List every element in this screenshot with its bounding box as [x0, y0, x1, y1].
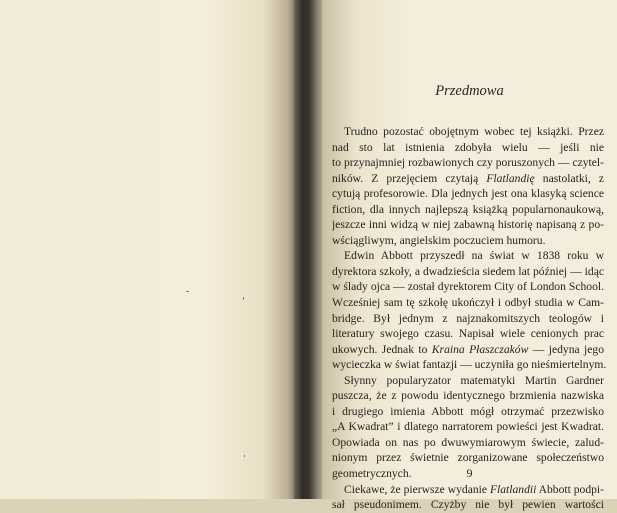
- text-line: wściągliwym, angielskim poczuciem humoru.: [332, 233, 546, 247]
- text-line: cytują profesorowie. Dla jednych jest ona klasyką science: [332, 187, 604, 201]
- text-line: „A Kwadrat” i dlatego narratorem powieści jest Kwadrat.: [332, 420, 604, 434]
- left-page: [0, 0, 300, 499]
- italic-title: Flatlandię: [486, 171, 535, 185]
- text-line: nad sto lat istnienia zdobyła wielu — jeśli nie: [332, 140, 604, 154]
- text-line: i drugiego imienia Abbott mógł otrzymać przezwisko: [332, 404, 604, 418]
- text-line: fiction, dla innych najlepszą książką popularnonaukową,: [332, 202, 604, 216]
- page-number: 9: [466, 466, 473, 480]
- body-text: [332, 124, 607, 513]
- italic-title: Kraina Płaszczaków: [431, 342, 529, 356]
- text-line: Edwin Abbott przyszedł na świat w 1838 roku w: [344, 249, 604, 263]
- text-line: Wcześniej sam tę szkołę ukończył i odbył studia w Cam-: [332, 296, 604, 310]
- text-line: dyrektora szkoły, a dwadzieścia siedem lat później — idąc: [332, 264, 604, 278]
- text-line: Słynny popularyzator matematyki Martin Gardner: [344, 373, 604, 387]
- text-line: to przynajmniej rozbawionych czy poruszonych — czytel-: [332, 156, 604, 170]
- chapter-title: Przedmowa: [435, 83, 504, 99]
- text-line: nionym przez świetnie zorganizowane społeczeństwo: [332, 451, 604, 465]
- text-line: geometrycznych.: [332, 467, 412, 481]
- ink-speck: [243, 297, 244, 300]
- text-line: ukowych. Jednak to Kraina Płaszczaków — jedyna jego: [332, 342, 604, 356]
- text-line: literatury swojego czasu. Napisał wiele cenionych prac: [332, 327, 604, 341]
- text-line: bridge. Był jednym z najznakomitszych teologów i: [332, 311, 604, 325]
- text-line: ników. Z przejęciem czytają Flatlandię nastolatki, z: [332, 171, 604, 185]
- text-line: Ciekawe, że pierwsze wydanie Flatlandii Abbott podpi-: [344, 482, 604, 496]
- ink-speck: [244, 455, 245, 457]
- text-line: sał pseudonimem. Czyżby nie był pewien wartości: [332, 498, 604, 512]
- text-line: jeszcze inni widzą w niej zabawną historię napisaną z po-: [332, 218, 604, 232]
- text-line: w ślady ojca — został dyrektorem City of London School.: [332, 280, 604, 294]
- text-line: Trudno pozostać obojętnym wobec tej książki. Przez: [344, 125, 604, 138]
- text-line: Opowiada on nas po dwuwymiarowym świecie, zalud-: [332, 435, 604, 449]
- italic-title: Flatlandii: [489, 482, 537, 496]
- ink-speck: [186, 291, 189, 292]
- text-line: wycieczka w świat fantazji — uczyniła go nieśmiertelnym.: [332, 358, 607, 372]
- text-line: puszcza, że z powodu identycznego brzmienia nazwiska: [332, 389, 604, 403]
